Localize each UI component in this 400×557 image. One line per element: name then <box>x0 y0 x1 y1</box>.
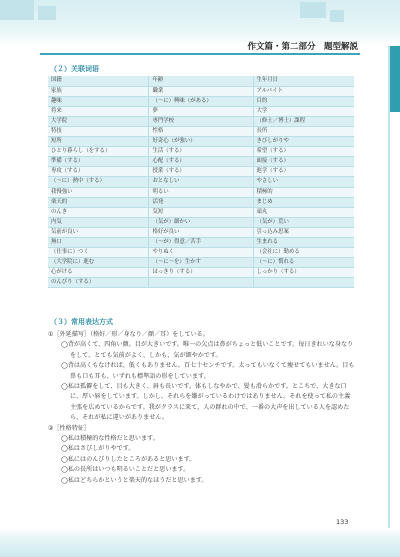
vocab-cell: 心がける <box>48 268 149 278</box>
vocab-cell: のんびり（する） <box>48 278 149 288</box>
vocab-cell: 生年月日 <box>253 76 354 86</box>
vocab-cell: 特技 <box>48 126 149 136</box>
expressions-section-title: （３）常用表达方式 <box>50 318 113 326</box>
vocab-cell: （〜が）得意／苦手 <box>149 238 253 248</box>
header-rule <box>40 53 360 55</box>
vocab-cell: 生まれる <box>253 238 354 248</box>
vocab-row <box>48 278 354 288</box>
vocab-cell: 我慢強い <box>48 187 149 197</box>
side-tab <box>390 46 400 112</box>
vocab-cell: 無口 <box>48 238 149 248</box>
item2-heading: ②［性格特征］ <box>48 424 91 432</box>
vocab-row <box>48 96 354 106</box>
vocab-cell: （〜に）熱中（する） <box>48 177 149 187</box>
vocab-section-title: （２）关联词语 <box>50 65 99 73</box>
header-title: 作文篇・第二部分 題型解説 <box>247 42 358 52</box>
item1-heading: ①［外延描写］（格好／形／身なり／顔／耳）をしている。 <box>48 331 209 338</box>
vocab-cell: （〜に）慣れる <box>253 258 354 268</box>
vocab-cell: 格好が良い <box>149 227 253 237</box>
vocab-cell: 明るい <box>149 187 253 197</box>
item1-example-2: ◯背は高くもなければ、低くもありません。百七十センチです。太ってもいなくて痩せてもいません。目も鼻も口も耳も、いずれも標準語の形をしています。 <box>61 362 355 380</box>
item2-example-4: ◯私の長所はいつも明るいことだと思います。 <box>61 466 190 474</box>
vocab-row <box>48 157 354 167</box>
vocab-row <box>48 177 354 187</box>
vocab-row <box>48 116 354 126</box>
vocab-cell: アルバイト <box>253 86 354 96</box>
vocab-cell: やさしい <box>253 177 354 187</box>
vocab-row <box>48 76 354 86</box>
vocab-cell: 好奇心（が強い） <box>149 137 253 147</box>
vocab-cell: 気前が良い <box>48 227 149 237</box>
vocab-row <box>48 147 354 157</box>
vocab-cell: はっきり（する） <box>149 268 253 278</box>
vocab-cell: 年齢 <box>149 76 253 86</box>
vocab-row <box>48 86 354 96</box>
vocab-row <box>48 197 354 207</box>
vocab-cell: 専門学校 <box>149 116 253 126</box>
vocab-row <box>48 187 354 197</box>
vocab-cell: （〜に）興味（がある） <box>149 96 253 106</box>
vocab-cell: 頑丸 <box>253 207 354 217</box>
item2-example-5: ◯私はどちらかというと楽天的なほうだと思います。 <box>61 476 208 484</box>
vocab-row <box>48 268 354 278</box>
vocab-cell: しっかり（する） <box>253 268 354 278</box>
item2-example-1: ◯私は積極的な性格だと思います。 <box>61 435 159 443</box>
item1-example-3: ◯私は孤僻をして、目も大きく、唇も長いです。体もしなやかで、髪も滑らかです。とこちで、大きな口に、厚い唇をしています。しかし、それらを嫌がっているわけではありません。それを使って私の主義主張を広めているからです。我がクラスに来て、人の群れの中で、一番の大声を出している人を認めたら、それが私に違いがありません。 <box>61 383 351 422</box>
vocab-cell: きびしがりや <box>253 137 354 147</box>
vocab-cell: ひとり暮らし（をする） <box>48 147 149 157</box>
vocab-row <box>48 137 354 147</box>
item2-example-2: ◯私はさびしがりやです。 <box>61 445 135 453</box>
vocab-cell <box>149 278 253 288</box>
vocab-cell: （仕事に）つく <box>48 248 149 258</box>
vocab-cell: （気が）荒い <box>253 217 354 227</box>
vocab-cell: おとなしい <box>149 177 253 187</box>
vocab-cell: （修士／博士）課程 <box>253 116 354 126</box>
vocab-row <box>48 248 354 258</box>
vocab-cell: まじめ <box>253 197 354 207</box>
vocab-row <box>48 207 354 217</box>
vocab-cell: やりぬく <box>149 248 253 258</box>
vocab-cell: 短所 <box>48 137 149 147</box>
vocab-cell: 趣味 <box>48 96 149 106</box>
vocab-cell: 気短 <box>149 207 253 217</box>
vocab-cell: 長所 <box>253 126 354 136</box>
vocab-cell: 目的 <box>253 96 354 106</box>
vocab-cell: （気が）細かい <box>149 217 253 227</box>
expressions-body <box>48 330 356 486</box>
vocab-cell: 大学 <box>253 106 354 116</box>
vocab-cell: 心配（する） <box>149 157 253 167</box>
vocab-cell: 将来 <box>48 106 149 116</box>
vocab-cell: 専攻（する） <box>48 167 149 177</box>
vocab-cell <box>253 278 354 288</box>
vocab-row <box>48 217 354 227</box>
vocab-row <box>48 258 354 268</box>
vocab-row <box>48 167 354 177</box>
vocab-cell: 大学院 <box>48 116 149 126</box>
vocab-cell: （〜に〜を）生かす <box>149 258 253 268</box>
vocab-table <box>48 76 354 288</box>
vocab-cell: （大学院に）進む <box>48 258 149 268</box>
item2-example-3: ◯私にはのんびりしたところがあると思います。 <box>61 455 196 463</box>
vocab-cell: 進学（する） <box>253 167 354 177</box>
vocab-cell: のんき <box>48 207 149 217</box>
vocab-cell: 面接（する） <box>253 157 354 167</box>
vocab-row <box>48 238 354 248</box>
vocab-cell: 夢 <box>149 106 253 116</box>
vocab-cell: 活発 <box>149 197 253 207</box>
vocab-cell: 積極的 <box>253 187 354 197</box>
vocab-row <box>48 126 354 136</box>
page-number: 133 <box>336 518 349 526</box>
vocab-cell: （会社に）勤める <box>253 248 354 258</box>
vocab-cell: 楽天的 <box>48 197 149 207</box>
vocab-cell: 引っ込み思案 <box>253 227 354 237</box>
vocab-row <box>48 106 354 116</box>
vocab-cell: 職業 <box>149 86 253 96</box>
vocab-cell: 性格 <box>149 126 253 136</box>
vocab-cell: 生活（する） <box>149 147 253 157</box>
side-rule <box>388 46 390 557</box>
vocab-cell: 準備（する） <box>48 157 149 167</box>
item1-example-1: ◯背が高くて、四角い顔。目が大きいです。唯一の欠点は鼻がちょっと低いことです。毎日きれいな身なりをして、とても気前がよく、しかも、気が細やかです。 <box>61 341 354 359</box>
vocab-cell: 家族 <box>48 86 149 96</box>
vocab-row <box>48 227 354 237</box>
vocab-cell: 内気 <box>48 217 149 227</box>
vocab-cell: 授業（する） <box>149 167 253 177</box>
vocab-cell: 希望（する） <box>253 147 354 157</box>
bottom-decorative-band <box>0 528 400 557</box>
vocab-cell: 国籍 <box>48 76 149 86</box>
